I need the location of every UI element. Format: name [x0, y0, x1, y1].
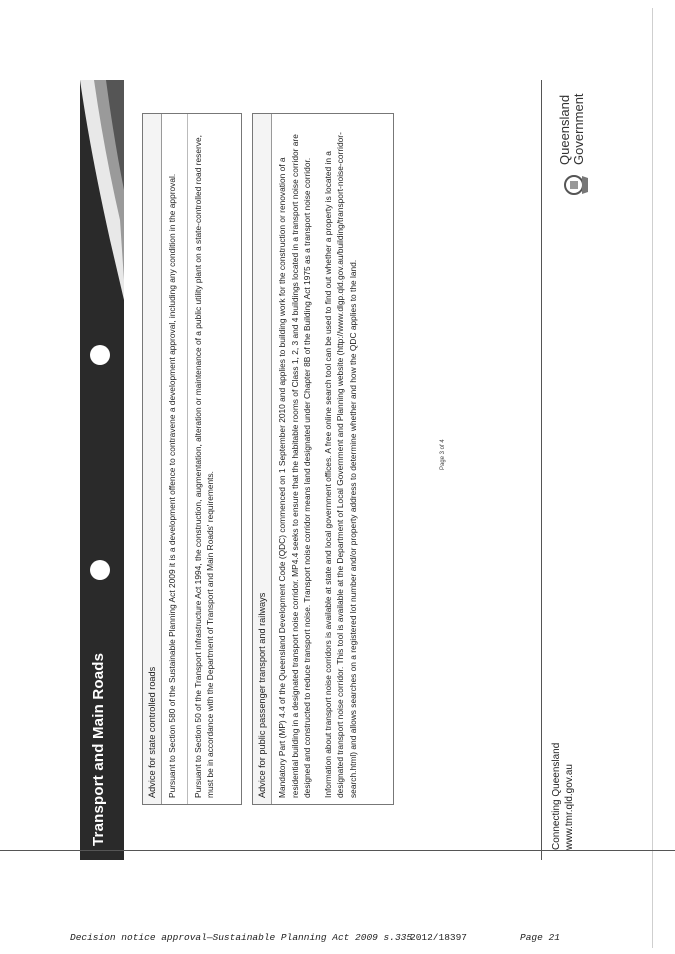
rotated-scan-page	[80, 80, 610, 860]
public-transport-paragraph-1: Mandatory Part (MP) 4.4 of the Queensland Development Code (QDC) commenced on 1 September 2010 and applies to building work for the construction or renovation of a residential building in a designated transport noise corridor. MP4.4 seeks to ensure that the habitable rooms of Class 1, 2, 3 and 4 buildings located in a transport noise corridor are designed and constructed to reduce transport noise. Transport noise corridor means land designated under Chapter 8B of the Building Act 1975 as a transport noise corridor.	[277, 134, 312, 798]
state-roads-paragraph-2: Pursuant to Section 50 of the Transport Infrastructure Act 1994, the construction, augmentation, alteration or maintenance of a public utility plant on a state-controlled road reserve, must be in accordance with the Department of Transport and Main Roads' requirements.	[187, 114, 221, 804]
bottom-divider	[0, 850, 675, 851]
caption-title: Decision notice approval—Sustainable Planning Act 2009 s.335	[70, 932, 413, 943]
public-transport-box	[252, 113, 394, 805]
caption-reference-number: 2012/18397	[410, 932, 468, 943]
wordmark-line-2: Government	[571, 93, 586, 165]
footer-website: www.tmr.qld.gov.au	[564, 764, 575, 850]
header-dot-icon	[90, 560, 110, 580]
queensland-government-wordmark	[558, 93, 586, 165]
header-bar	[80, 80, 124, 860]
page-number: Page 3 of 4	[440, 439, 446, 470]
wordmark-line-1: Queensland	[557, 94, 572, 165]
state-roads-heading: Advice for state controlled roads	[143, 114, 162, 804]
header-title: Transport and Main Roads	[90, 652, 107, 846]
public-transport-paragraph-2: Information about transport noise corridors is available at state and local government offices. A free online search tool can be used to find out whether a property is located in a designated transport noise corridor. This tool is available at the Department of Local Government and Planning website (http://www.dlgp.qld.gov.au/building/transport-noise-corridor-search.html) and allows searches on a registered lot number and/or property address to determine whether and how the QDC applies to the land.	[322, 132, 358, 798]
bottom-caption	[70, 932, 670, 946]
state-roads-box	[142, 113, 242, 805]
footer-tagline: Connecting Queensland	[551, 742, 562, 850]
header-dot-icon	[90, 345, 110, 365]
public-transport-heading: Advice for public passenger transport and railways	[253, 114, 272, 804]
swoosh-graphic	[80, 80, 124, 300]
footer-left	[550, 743, 576, 850]
page-edge	[652, 8, 653, 948]
state-roads-paragraph-1: Pursuant to Section 580 of the Sustainable Planning Act 2009 it is a development offence to contravene a development approval, including any condition in the approval.	[167, 173, 177, 798]
caption-page: Page 21	[520, 932, 560, 943]
queensland-crest-icon	[560, 170, 590, 200]
footer-rule	[541, 80, 542, 860]
